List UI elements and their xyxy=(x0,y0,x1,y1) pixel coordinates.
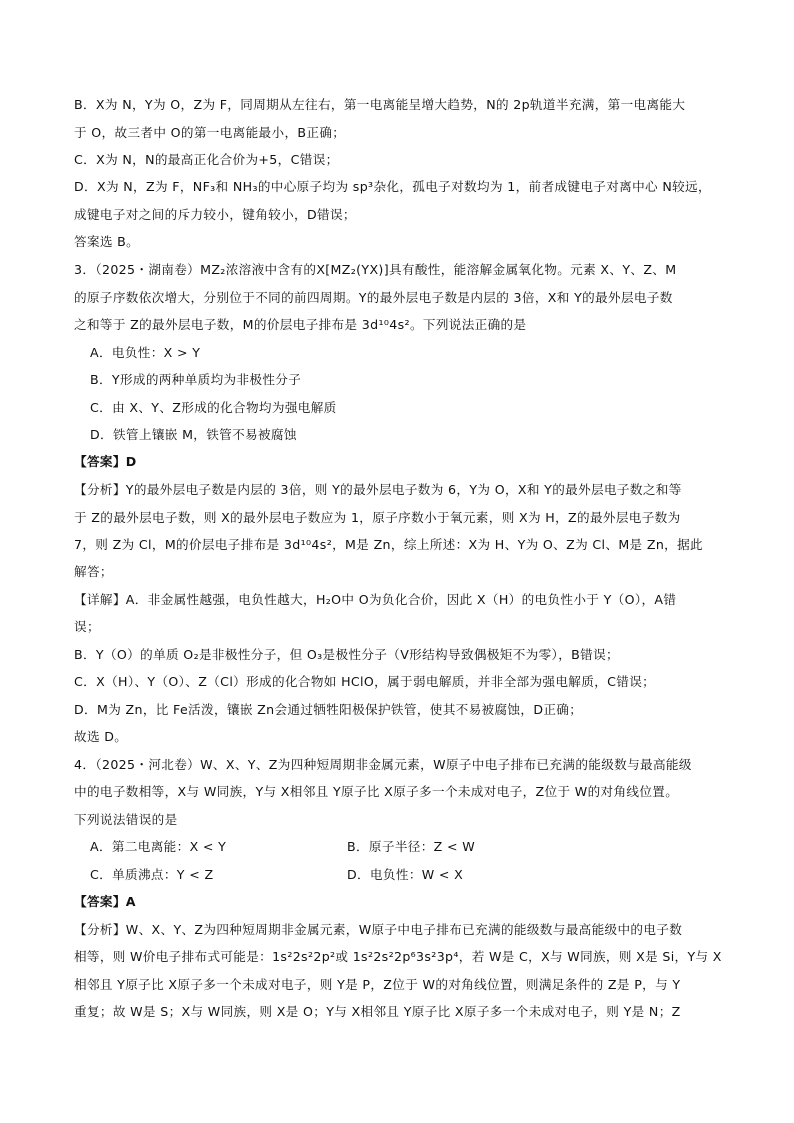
text-line: 相等，则 W价电子排布式可能是：1s²2s²2p²或 1s²2s²2p⁶3s²3p⁴，若 W是 C，X与 W同族，则 X是 Si，Y与 X xyxy=(74,949,722,964)
analysis-line: 【分析】W、X、Y、Z为四种短周期非金属元素，W原子中电子排布已充满的能级数与最高能级中的电子数 xyxy=(74,922,683,937)
text-line: 解答； xyxy=(74,564,113,579)
text-line: C．X为 N，N的最高正化合价为+5，C错误； xyxy=(74,152,339,167)
question-4-stem: 4．（2025・河北卷）W、X、Y、Z为四种短周期非金属元素，W原子中电子排布已充满的能级数与最高能级 xyxy=(74,757,692,772)
detail-line: 【详解】A．非金属性越强，电负性越大，H₂O中 O为负化合价，因此 X（H）的电负性小于 Y（O），A错 xyxy=(74,592,677,607)
text-line: 重复；故 W是 S；X与 W同族，则 X是 O；Y与 X相邻且 Y原子比 X原子多一个未成对电子，则 Y是 N；Z xyxy=(74,1004,681,1019)
text-line: 下列说法错误的是 xyxy=(74,812,178,827)
text-line: 于 Z的最外层电子数，则 X的最外层电子数应为 1，原子序数小于氧元素，则 X为 H，Z的最外层电子数为 xyxy=(74,510,681,525)
text-line: 中的电子数相等，X与 W同族，Y与 X相邻且 Y原子比 X原子多一个未成对电子，Z位于 W的对角线位置。 xyxy=(74,784,679,799)
option-a: A．电负性：X > Y xyxy=(90,345,201,360)
text-line: B．Y（O）的单质 O₂是非极性分子，但 O₃是极性分子（V形结构导致偶极矩不为零），B错误； xyxy=(74,647,619,662)
answer-label: 【答案】A xyxy=(74,894,136,909)
option-c: C．由 X、Y、Z形成的化合物均为强电解质 xyxy=(90,400,337,415)
question-3-stem: 3．（2025・湖南卷）MZ₂浓溶液中含有的X[MZ₂(YX)]具有酸性，能溶解金属氧化物。元素 X、Y、Z、M xyxy=(74,262,677,277)
text-line: 于 O，故三者中 O的第一电离能最小，B正确； xyxy=(74,125,346,140)
option-c: C．单质沸点：Y < Z xyxy=(90,867,214,882)
text-line: 的原子序数依次增大，分别位于不同的前四周期。Y的最外层电子数是内层的 3倍，X和 Y的最外层电子数 xyxy=(74,290,673,305)
text-line: 答案选 B。 xyxy=(74,234,140,249)
text-line: C．X（H）、Y（O）、Z（Cl）形成的化合物如 HClO，属于弱电解质，并非全部为强电解质，C错误； xyxy=(74,674,656,689)
text-line: 故选 D。 xyxy=(74,729,128,744)
option-d: D．电负性：W < X xyxy=(347,867,464,882)
text-line: 成键电子对之间的斥力较小，键角较小，D错误； xyxy=(74,207,356,222)
option-d: D．铁管上镶嵌 M，铁管不易被腐蚀 xyxy=(90,427,297,442)
text-line: D．X为 N，Z为 F，NF₃和 NH₃的中心原子均为 sp³杂化，孤电子对数均为 1，前者成键电子对离中心 N较远， xyxy=(74,179,711,194)
text-line: 7，则 Z为 Cl，M的价层电子排布是 3d¹⁰4s²，M是 Zn，综上所述：X为 H、Y为 O、Z为 Cl、M是 Zn，据此 xyxy=(74,537,703,552)
text-line: 误； xyxy=(74,619,100,634)
text-line: 相邻且 Y原子比 X原子多一个未成对电子，则 Y是 P，Z位于 W的对角线位置，则满足条件的 Z是 P，与 Y xyxy=(74,977,681,992)
option-b: B．Y形成的两种单质均为非极性分子 xyxy=(90,372,302,387)
text-line: 之和等于 Z的最外层电子数，M的价层电子排布是 3d¹⁰4s²。下列说法正确的是 xyxy=(74,317,527,332)
option-b: B．原子半径：Z < W xyxy=(347,839,476,854)
text-line: B．X为 N，Y为 O，Z为 F，同周期从左往右，第一电离能呈增大趋势，N的 2p轨道半充满，第一电离能大 xyxy=(74,97,686,112)
answer-label: 【答案】D xyxy=(74,454,137,469)
analysis-line: 【分析】Y的最外层电子数是内层的 3倍，则 Y的最外层电子数为 6，Y为 O，X和 Y的最外层电子数之和等 xyxy=(74,482,682,497)
text-line: D．M为 Zn，比 Fe活泼，镶嵌 Zn会通过牺牲阳极保护铁管，使其不易被腐蚀，D正确； xyxy=(74,702,583,717)
option-a: A．第二电离能：X < Y xyxy=(90,839,227,854)
